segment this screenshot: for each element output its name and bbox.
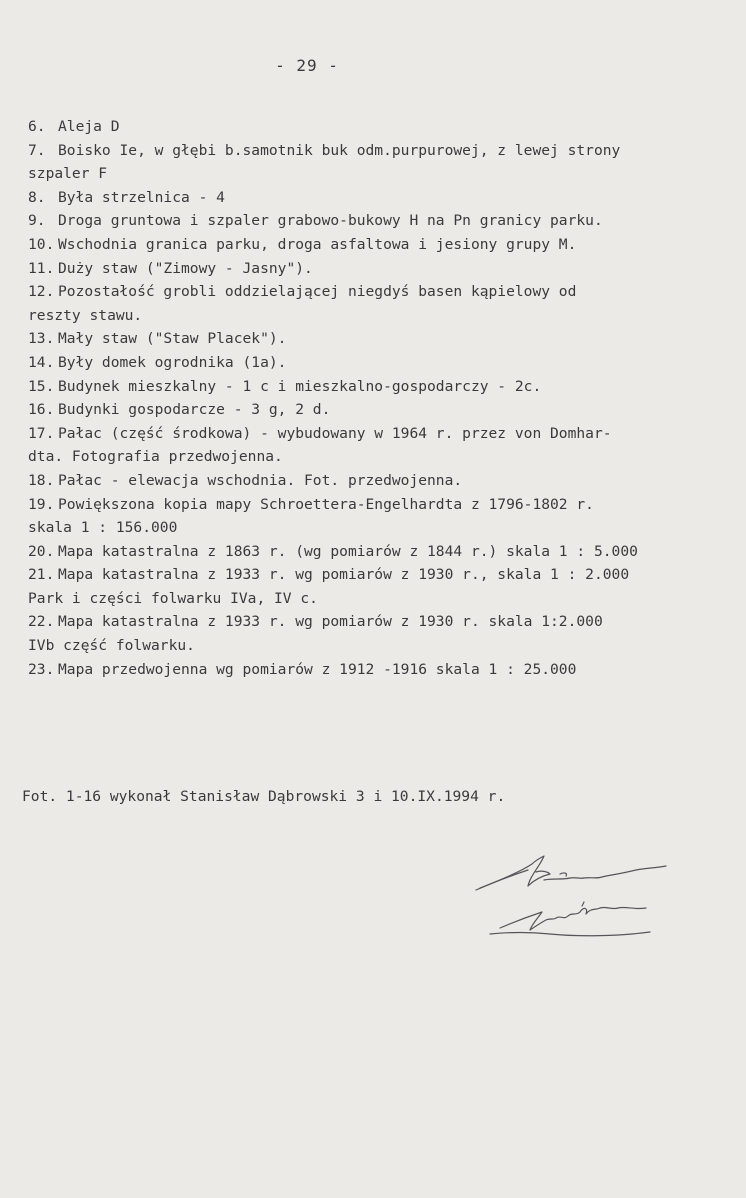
caption-entry <box>28 493 740 517</box>
page-number: - 29 - <box>275 56 339 75</box>
caption-entry <box>28 375 740 399</box>
caption-text: IVb część folwarku. <box>28 637 195 655</box>
caption-entry-continuation <box>28 516 740 540</box>
caption-number: 8. <box>28 188 46 206</box>
caption-text: Mapa przedwojenna wg pomiarów z 1912 -1916 skala 1 : 25.000 <box>58 660 577 678</box>
caption-text: dta. Fotografia przedwojenna. <box>28 448 283 466</box>
caption-number: 21. <box>28 566 55 584</box>
caption-entry <box>28 257 740 281</box>
caption-number: 13. <box>28 330 55 348</box>
caption-entry <box>28 469 740 493</box>
caption-text: Park i części folwarku IVa, IV c. <box>28 589 318 607</box>
photo-credit-note: Fot. 1-16 wykonał Stanisław Dąbrowski 3 i 10.IX.1994 r. <box>22 788 506 805</box>
caption-entry <box>28 351 740 375</box>
caption-text: reszty stawu. <box>28 306 143 324</box>
caption-text: Mapa katastralna z 1863 r. (wg pomiarów z 1844 r.) skala 1 : 5.000 <box>58 542 638 560</box>
caption-number: 14. <box>28 353 55 371</box>
caption-list <box>28 115 740 681</box>
caption-entry <box>28 422 740 446</box>
caption-text: Pałac (część środkowa) - wybudowany w 1964 r. przez von Domhar- <box>58 424 612 442</box>
caption-number: 12. <box>28 283 55 301</box>
caption-text: Mały staw ("Staw Placek"). <box>58 330 287 348</box>
caption-text: Duży staw ("Zimowy - Jasny"). <box>58 259 313 277</box>
caption-entry-continuation <box>28 634 740 658</box>
caption-entry-continuation <box>28 304 740 328</box>
caption-text: Aleja D <box>58 118 120 135</box>
caption-text: Były domek ogrodnika (1a). <box>58 353 287 371</box>
caption-number: 16. <box>28 401 55 419</box>
caption-entry <box>28 327 740 351</box>
caption-entry <box>28 115 740 139</box>
caption-text: szpaler F <box>28 165 108 183</box>
caption-entry <box>28 186 740 210</box>
caption-number: 9. <box>28 212 46 230</box>
caption-text: Budynek mieszkalny - 1 c i mieszkalno-gospodarczy - 2c. <box>58 377 542 395</box>
caption-text: Była strzelnica - 4 <box>58 188 225 206</box>
caption-entry-continuation <box>28 162 740 186</box>
caption-number: 20. <box>28 542 55 560</box>
caption-number: 11. <box>28 259 55 277</box>
caption-entry-continuation <box>28 445 740 469</box>
caption-entry <box>28 398 740 422</box>
caption-text: Mapa katastralna z 1933 r. wg pomiarów z 1930 r. skala 1:2.000 <box>58 613 603 631</box>
handwritten-signature <box>470 850 690 950</box>
caption-number: 15. <box>28 377 55 395</box>
caption-entry <box>28 540 740 564</box>
caption-number: 6. <box>28 118 46 135</box>
caption-entry <box>28 610 740 634</box>
caption-entry <box>28 563 740 587</box>
caption-number: 17. <box>28 424 55 442</box>
caption-number: 7. <box>28 141 46 159</box>
caption-text: Pałac - elewacja wschodnia. Fot. przedwojenna. <box>58 471 463 489</box>
caption-number: 23. <box>28 660 55 678</box>
caption-entry <box>28 658 740 682</box>
caption-text: Pozostałość grobli oddzielającej niegdyś basen kąpielowy od <box>58 283 577 301</box>
caption-text: Droga gruntowa i szpaler grabowo-bukowy H na Pn granicy parku. <box>58 212 603 230</box>
caption-text: Mapa katastralna z 1933 r. wg pomiarów z 1930 r., skala 1 : 2.000 <box>58 566 630 584</box>
caption-text: Boisko Ie, w głębi b.samotnik buk odm.purpurowej, z lewej strony <box>58 141 621 159</box>
caption-number: 22. <box>28 613 55 631</box>
caption-entry-continuation <box>28 587 740 611</box>
caption-entry <box>28 139 740 163</box>
caption-text: skala 1 : 156.000 <box>28 519 178 537</box>
caption-text: Wschodnia granica parku, droga asfaltowa i jesiony grupy M. <box>58 235 577 253</box>
caption-entry <box>28 233 740 257</box>
caption-number: 19. <box>28 495 55 513</box>
caption-entry <box>28 280 740 304</box>
caption-number: 18. <box>28 471 55 489</box>
caption-text: Budynki gospodarcze - 3 g, 2 d. <box>58 401 331 419</box>
caption-text: Powiększona kopia mapy Schroettera-Engelhardta z 1796-1802 r. <box>58 495 594 513</box>
caption-entry <box>28 209 740 233</box>
caption-number: 10. <box>28 235 55 253</box>
